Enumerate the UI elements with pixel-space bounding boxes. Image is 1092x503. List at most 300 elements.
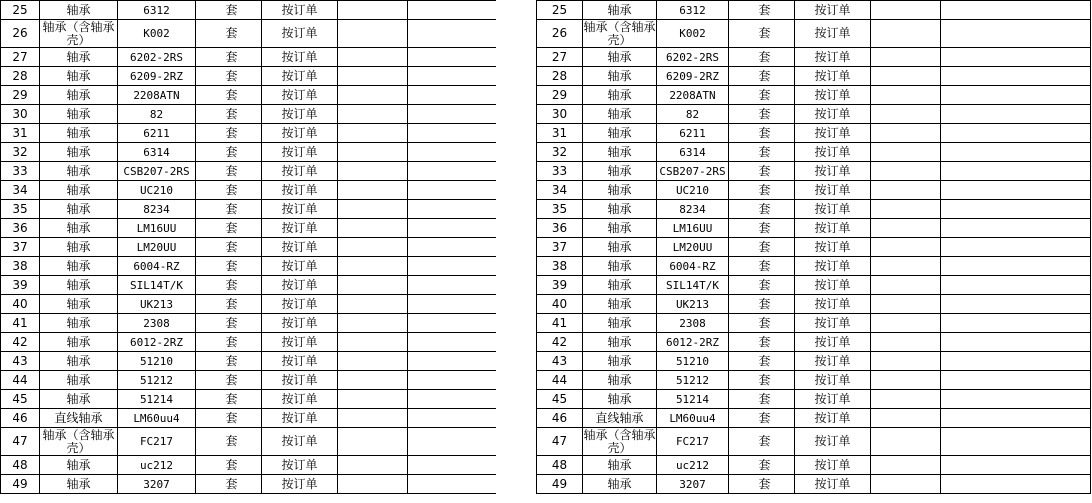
remark-cell[interactable]: 按订单 <box>262 86 338 105</box>
remark-cell[interactable]: 按订单 <box>795 48 871 67</box>
model-cell[interactable]: K002 <box>657 20 729 48</box>
model-cell[interactable]: 82 <box>657 105 729 124</box>
item-name-cell[interactable]: 轴承 <box>40 295 118 314</box>
model-cell[interactable]: UK213 <box>657 295 729 314</box>
unit-cell[interactable]: 套 <box>729 124 795 143</box>
empty-cell[interactable] <box>338 390 408 409</box>
unit-cell[interactable]: 套 <box>729 475 795 494</box>
empty-cell[interactable] <box>338 428 408 456</box>
row-number-cell[interactable]: 31 <box>1 124 40 143</box>
item-name-cell[interactable]: 轴承 <box>583 162 657 181</box>
item-name-cell[interactable]: 轴承 <box>583 86 657 105</box>
item-name-cell[interactable]: 轴承 <box>583 390 657 409</box>
row-number-cell[interactable]: 47 <box>537 428 583 456</box>
empty-cell[interactable] <box>338 143 408 162</box>
item-name-cell[interactable]: 轴承 <box>583 238 657 257</box>
empty-cell[interactable] <box>871 295 941 314</box>
model-cell[interactable]: LM16UU <box>657 219 729 238</box>
remark-cell[interactable]: 按订单 <box>262 1 338 20</box>
item-name-cell[interactable]: 轴承 <box>40 48 118 67</box>
empty-cell[interactable] <box>871 409 941 428</box>
empty-cell[interactable] <box>941 162 1091 181</box>
empty-cell[interactable] <box>408 238 497 257</box>
row-number-cell[interactable]: 33 <box>1 162 40 181</box>
model-cell[interactable]: UC210 <box>657 181 729 200</box>
remark-cell[interactable]: 按订单 <box>262 48 338 67</box>
empty-cell[interactable] <box>338 67 408 86</box>
empty-cell[interactable] <box>871 162 941 181</box>
model-cell[interactable]: 2308 <box>657 314 729 333</box>
empty-cell[interactable] <box>408 48 497 67</box>
empty-cell[interactable] <box>408 200 497 219</box>
empty-cell[interactable] <box>871 200 941 219</box>
remark-cell[interactable]: 按订单 <box>795 409 871 428</box>
empty-cell[interactable] <box>941 456 1091 475</box>
row-number-cell[interactable]: 33 <box>537 162 583 181</box>
empty-cell[interactable] <box>338 162 408 181</box>
model-cell[interactable]: 51214 <box>657 390 729 409</box>
remark-cell[interactable]: 按订单 <box>795 219 871 238</box>
row-number-cell[interactable]: 28 <box>537 67 583 86</box>
remark-cell[interactable]: 按订单 <box>262 333 338 352</box>
model-cell[interactable]: 51210 <box>657 352 729 371</box>
remark-cell[interactable]: 按订单 <box>262 276 338 295</box>
item-name-cell[interactable]: 轴承 <box>40 257 118 276</box>
remark-cell[interactable]: 按订单 <box>262 428 338 456</box>
remark-cell[interactable]: 按订单 <box>795 257 871 276</box>
remark-cell[interactable]: 按订单 <box>795 314 871 333</box>
row-number-cell[interactable]: 30 <box>537 105 583 124</box>
empty-cell[interactable] <box>408 143 497 162</box>
unit-cell[interactable]: 套 <box>196 238 262 257</box>
remark-cell[interactable]: 按订单 <box>795 20 871 48</box>
empty-cell[interactable] <box>871 181 941 200</box>
model-cell[interactable]: uc212 <box>657 456 729 475</box>
unit-cell[interactable]: 套 <box>196 124 262 143</box>
empty-cell[interactable] <box>941 124 1091 143</box>
remark-cell[interactable]: 按订单 <box>795 295 871 314</box>
unit-cell[interactable]: 套 <box>729 456 795 475</box>
item-name-cell[interactable]: 轴承 <box>583 67 657 86</box>
item-name-cell[interactable]: 直线轴承 <box>40 409 118 428</box>
unit-cell[interactable]: 套 <box>729 219 795 238</box>
empty-cell[interactable] <box>941 48 1091 67</box>
empty-cell[interactable] <box>941 238 1091 257</box>
empty-cell[interactable] <box>408 475 497 494</box>
unit-cell[interactable]: 套 <box>196 333 262 352</box>
model-cell[interactable]: 6209-2RZ <box>118 67 196 86</box>
remark-cell[interactable]: 按订单 <box>262 390 338 409</box>
empty-cell[interactable] <box>871 105 941 124</box>
item-name-cell[interactable]: 轴承 <box>40 238 118 257</box>
empty-cell[interactable] <box>338 257 408 276</box>
unit-cell[interactable]: 套 <box>729 333 795 352</box>
row-number-cell[interactable]: 44 <box>1 371 40 390</box>
model-cell[interactable]: 51210 <box>118 352 196 371</box>
empty-cell[interactable] <box>338 276 408 295</box>
unit-cell[interactable]: 套 <box>729 409 795 428</box>
empty-cell[interactable] <box>338 200 408 219</box>
row-number-cell[interactable]: 47 <box>1 428 40 456</box>
model-cell[interactable]: 6314 <box>118 143 196 162</box>
empty-cell[interactable] <box>941 276 1091 295</box>
item-name-cell[interactable]: 轴承 <box>40 105 118 124</box>
row-number-cell[interactable]: 27 <box>537 48 583 67</box>
unit-cell[interactable]: 套 <box>729 1 795 20</box>
empty-cell[interactable] <box>941 257 1091 276</box>
remark-cell[interactable]: 按订单 <box>262 352 338 371</box>
row-number-cell[interactable]: 37 <box>537 238 583 257</box>
empty-cell[interactable] <box>871 48 941 67</box>
unit-cell[interactable]: 套 <box>729 352 795 371</box>
empty-cell[interactable] <box>408 86 497 105</box>
empty-cell[interactable] <box>871 257 941 276</box>
remark-cell[interactable]: 按订单 <box>795 352 871 371</box>
empty-cell[interactable] <box>408 219 497 238</box>
remark-cell[interactable]: 按订单 <box>262 105 338 124</box>
empty-cell[interactable] <box>408 333 497 352</box>
item-name-cell[interactable]: 轴承 <box>583 371 657 390</box>
remark-cell[interactable]: 按订单 <box>262 124 338 143</box>
unit-cell[interactable]: 套 <box>729 162 795 181</box>
model-cell[interactable]: LM60uu4 <box>657 409 729 428</box>
item-name-cell[interactable]: 轴承 <box>583 456 657 475</box>
item-name-cell[interactable]: 轴承 <box>40 219 118 238</box>
empty-cell[interactable] <box>941 295 1091 314</box>
empty-cell[interactable] <box>941 105 1091 124</box>
row-number-cell[interactable]: 25 <box>537 1 583 20</box>
empty-cell[interactable] <box>941 200 1091 219</box>
unit-cell[interactable]: 套 <box>196 219 262 238</box>
item-name-cell[interactable]: 轴承 <box>583 181 657 200</box>
remark-cell[interactable]: 按订单 <box>795 475 871 494</box>
row-number-cell[interactable]: 48 <box>537 456 583 475</box>
unit-cell[interactable]: 套 <box>196 276 262 295</box>
unit-cell[interactable]: 套 <box>196 181 262 200</box>
remark-cell[interactable]: 按订单 <box>262 238 338 257</box>
remark-cell[interactable]: 按订单 <box>262 257 338 276</box>
remark-cell[interactable]: 按订单 <box>262 409 338 428</box>
unit-cell[interactable]: 套 <box>196 20 262 48</box>
item-name-cell[interactable]: 轴承 <box>583 200 657 219</box>
model-cell[interactable]: 6312 <box>118 1 196 20</box>
item-name-cell[interactable]: 轴承 <box>583 257 657 276</box>
row-number-cell[interactable]: 46 <box>537 409 583 428</box>
empty-cell[interactable] <box>871 314 941 333</box>
empty-cell[interactable] <box>338 352 408 371</box>
item-name-cell[interactable]: 轴承 <box>583 1 657 20</box>
item-name-cell[interactable]: 轴承 <box>40 314 118 333</box>
remark-cell[interactable]: 按订单 <box>795 143 871 162</box>
unit-cell[interactable]: 套 <box>196 295 262 314</box>
empty-cell[interactable] <box>408 371 497 390</box>
row-number-cell[interactable]: 32 <box>537 143 583 162</box>
empty-cell[interactable] <box>338 48 408 67</box>
row-number-cell[interactable]: 42 <box>1 333 40 352</box>
unit-cell[interactable]: 套 <box>729 371 795 390</box>
row-number-cell[interactable]: 36 <box>537 219 583 238</box>
row-number-cell[interactable]: 29 <box>537 86 583 105</box>
empty-cell[interactable] <box>408 314 497 333</box>
unit-cell[interactable]: 套 <box>729 390 795 409</box>
item-name-cell[interactable]: 轴承 <box>583 105 657 124</box>
empty-cell[interactable] <box>871 428 941 456</box>
unit-cell[interactable]: 套 <box>729 257 795 276</box>
unit-cell[interactable]: 套 <box>729 200 795 219</box>
empty-cell[interactable] <box>338 105 408 124</box>
row-number-cell[interactable]: 41 <box>1 314 40 333</box>
model-cell[interactable]: uc212 <box>118 456 196 475</box>
item-name-cell[interactable]: 轴承 <box>583 333 657 352</box>
unit-cell[interactable]: 套 <box>729 314 795 333</box>
item-name-cell[interactable]: 轴承 <box>583 143 657 162</box>
remark-cell[interactable]: 按订单 <box>262 181 338 200</box>
unit-cell[interactable]: 套 <box>729 20 795 48</box>
empty-cell[interactable] <box>941 1 1091 20</box>
empty-cell[interactable] <box>941 409 1091 428</box>
row-number-cell[interactable]: 36 <box>1 219 40 238</box>
model-cell[interactable]: 51214 <box>118 390 196 409</box>
empty-cell[interactable] <box>871 371 941 390</box>
empty-cell[interactable] <box>338 333 408 352</box>
model-cell[interactable]: 6202-2RS <box>118 48 196 67</box>
model-cell[interactable]: 6012-2RZ <box>118 333 196 352</box>
item-name-cell[interactable]: 轴承 <box>40 390 118 409</box>
empty-cell[interactable] <box>871 124 941 143</box>
remark-cell[interactable]: 按订单 <box>262 67 338 86</box>
model-cell[interactable]: 2308 <box>118 314 196 333</box>
remark-cell[interactable]: 按订单 <box>795 181 871 200</box>
model-cell[interactable]: 3207 <box>657 475 729 494</box>
unit-cell[interactable]: 套 <box>729 67 795 86</box>
model-cell[interactable]: LM20UU <box>118 238 196 257</box>
unit-cell[interactable]: 套 <box>729 428 795 456</box>
row-number-cell[interactable]: 40 <box>537 295 583 314</box>
empty-cell[interactable] <box>408 390 497 409</box>
item-name-cell[interactable]: 轴承（含轴承壳） <box>40 20 118 48</box>
row-number-cell[interactable]: 42 <box>537 333 583 352</box>
unit-cell[interactable]: 套 <box>196 352 262 371</box>
remark-cell[interactable]: 按订单 <box>795 371 871 390</box>
remark-cell[interactable]: 按订单 <box>262 200 338 219</box>
item-name-cell[interactable]: 轴承 <box>40 333 118 352</box>
model-cell[interactable]: CSB207-2RS <box>657 162 729 181</box>
row-number-cell[interactable]: 43 <box>537 352 583 371</box>
unit-cell[interactable]: 套 <box>729 181 795 200</box>
empty-cell[interactable] <box>338 409 408 428</box>
unit-cell[interactable]: 套 <box>196 409 262 428</box>
unit-cell[interactable]: 套 <box>196 105 262 124</box>
model-cell[interactable]: 82 <box>118 105 196 124</box>
row-number-cell[interactable]: 43 <box>1 352 40 371</box>
unit-cell[interactable]: 套 <box>196 143 262 162</box>
row-number-cell[interactable]: 40 <box>1 295 40 314</box>
item-name-cell[interactable]: 轴承 <box>40 352 118 371</box>
row-number-cell[interactable]: 41 <box>537 314 583 333</box>
row-number-cell[interactable]: 49 <box>1 475 40 494</box>
item-name-cell[interactable]: 轴承 <box>583 314 657 333</box>
empty-cell[interactable] <box>871 333 941 352</box>
unit-cell[interactable]: 套 <box>729 295 795 314</box>
empty-cell[interactable] <box>941 333 1091 352</box>
item-name-cell[interactable]: 轴承 <box>40 371 118 390</box>
remark-cell[interactable]: 按订单 <box>795 1 871 20</box>
row-number-cell[interactable]: 46 <box>1 409 40 428</box>
row-number-cell[interactable]: 31 <box>537 124 583 143</box>
remark-cell[interactable]: 按订单 <box>795 390 871 409</box>
item-name-cell[interactable]: 轴承 <box>583 295 657 314</box>
remark-cell[interactable]: 按订单 <box>795 162 871 181</box>
empty-cell[interactable] <box>941 475 1091 494</box>
empty-cell[interactable] <box>408 162 497 181</box>
unit-cell[interactable]: 套 <box>729 105 795 124</box>
model-cell[interactable]: 6004-RZ <box>657 257 729 276</box>
row-number-cell[interactable]: 32 <box>1 143 40 162</box>
empty-cell[interactable] <box>408 1 497 20</box>
unit-cell[interactable]: 套 <box>729 48 795 67</box>
model-cell[interactable]: 6312 <box>657 1 729 20</box>
row-number-cell[interactable]: 34 <box>1 181 40 200</box>
row-number-cell[interactable]: 27 <box>1 48 40 67</box>
model-cell[interactable]: 51212 <box>657 371 729 390</box>
item-name-cell[interactable]: 轴承 <box>583 352 657 371</box>
model-cell[interactable]: UC210 <box>118 181 196 200</box>
empty-cell[interactable] <box>871 352 941 371</box>
empty-cell[interactable] <box>941 20 1091 48</box>
remark-cell[interactable]: 按订单 <box>795 276 871 295</box>
remark-cell[interactable]: 按订单 <box>262 456 338 475</box>
row-number-cell[interactable]: 39 <box>1 276 40 295</box>
empty-cell[interactable] <box>871 456 941 475</box>
empty-cell[interactable] <box>408 257 497 276</box>
model-cell[interactable]: CSB207-2RS <box>118 162 196 181</box>
item-name-cell[interactable]: 轴承 <box>40 143 118 162</box>
unit-cell[interactable]: 套 <box>729 238 795 257</box>
item-name-cell[interactable]: 轴承 <box>40 200 118 219</box>
model-cell[interactable]: 6314 <box>657 143 729 162</box>
row-number-cell[interactable]: 45 <box>1 390 40 409</box>
item-name-cell[interactable]: 轴承 <box>583 276 657 295</box>
empty-cell[interactable] <box>338 181 408 200</box>
empty-cell[interactable] <box>338 1 408 20</box>
item-name-cell[interactable]: 轴承（含轴承壳） <box>583 427 656 455</box>
unit-cell[interactable]: 套 <box>196 314 262 333</box>
empty-cell[interactable] <box>941 314 1091 333</box>
remark-cell[interactable]: 按订单 <box>795 428 871 456</box>
item-name-cell[interactable]: 轴承 <box>40 86 118 105</box>
model-cell[interactable]: 2208ATN <box>657 86 729 105</box>
empty-cell[interactable] <box>871 475 941 494</box>
item-name-cell[interactable]: 轴承 <box>40 124 118 143</box>
empty-cell[interactable] <box>338 456 408 475</box>
row-number-cell[interactable]: 34 <box>537 181 583 200</box>
remark-cell[interactable]: 按订单 <box>795 456 871 475</box>
row-number-cell[interactable]: 44 <box>537 371 583 390</box>
remark-cell[interactable]: 按订单 <box>795 86 871 105</box>
unit-cell[interactable]: 套 <box>196 48 262 67</box>
unit-cell[interactable]: 套 <box>196 1 262 20</box>
empty-cell[interactable] <box>408 124 497 143</box>
item-name-cell[interactable]: 轴承 <box>40 276 118 295</box>
row-number-cell[interactable]: 38 <box>537 257 583 276</box>
model-cell[interactable]: 6211 <box>657 124 729 143</box>
unit-cell[interactable]: 套 <box>196 162 262 181</box>
row-number-cell[interactable]: 29 <box>1 86 40 105</box>
model-cell[interactable]: 51212 <box>118 371 196 390</box>
item-name-cell[interactable]: 轴承 <box>583 124 657 143</box>
unit-cell[interactable]: 套 <box>196 86 262 105</box>
empty-cell[interactable] <box>941 371 1091 390</box>
model-cell[interactable]: SIL14T/K <box>657 276 729 295</box>
empty-cell[interactable] <box>408 105 497 124</box>
unit-cell[interactable]: 套 <box>729 276 795 295</box>
model-cell[interactable]: UK213 <box>118 295 196 314</box>
remark-cell[interactable]: 按订单 <box>262 143 338 162</box>
model-cell[interactable]: K002 <box>118 20 196 48</box>
model-cell[interactable]: SIL14T/K <box>118 276 196 295</box>
model-cell[interactable]: 6202-2RS <box>657 48 729 67</box>
item-name-cell[interactable]: 轴承 <box>583 48 657 67</box>
empty-cell[interactable] <box>338 475 408 494</box>
empty-cell[interactable] <box>871 219 941 238</box>
remark-cell[interactable]: 按订单 <box>262 475 338 494</box>
empty-cell[interactable] <box>941 181 1091 200</box>
row-number-cell[interactable]: 35 <box>537 200 583 219</box>
empty-cell[interactable] <box>338 124 408 143</box>
empty-cell[interactable] <box>871 238 941 257</box>
unit-cell[interactable]: 套 <box>729 86 795 105</box>
empty-cell[interactable] <box>338 238 408 257</box>
row-number-cell[interactable]: 48 <box>1 456 40 475</box>
item-name-cell[interactable]: 轴承（含轴承壳） <box>583 19 656 47</box>
row-number-cell[interactable]: 25 <box>1 1 40 20</box>
empty-cell[interactable] <box>941 428 1091 456</box>
empty-cell[interactable] <box>871 390 941 409</box>
empty-cell[interactable] <box>871 20 941 48</box>
row-number-cell[interactable]: 39 <box>537 276 583 295</box>
item-name-cell[interactable]: 直线轴承 <box>583 409 657 428</box>
empty-cell[interactable] <box>408 409 497 428</box>
unit-cell[interactable]: 套 <box>196 456 262 475</box>
empty-cell[interactable] <box>338 219 408 238</box>
item-name-cell[interactable]: 轴承 <box>40 475 118 494</box>
item-name-cell[interactable]: 轴承 <box>40 162 118 181</box>
item-name-cell[interactable]: 轴承 <box>40 67 118 86</box>
model-cell[interactable]: 3207 <box>118 475 196 494</box>
empty-cell[interactable] <box>941 143 1091 162</box>
remark-cell[interactable]: 按订单 <box>262 20 338 48</box>
item-name-cell[interactable]: 轴承 <box>40 1 118 20</box>
empty-cell[interactable] <box>941 219 1091 238</box>
unit-cell[interactable]: 套 <box>196 428 262 456</box>
row-number-cell[interactable]: 26 <box>1 20 40 48</box>
unit-cell[interactable]: 套 <box>196 257 262 276</box>
row-number-cell[interactable]: 49 <box>537 475 583 494</box>
empty-cell[interactable] <box>408 67 497 86</box>
remark-cell[interactable]: 按订单 <box>795 67 871 86</box>
row-number-cell[interactable]: 26 <box>537 20 583 48</box>
empty-cell[interactable] <box>408 295 497 314</box>
item-name-cell[interactable]: 轴承（含轴承壳） <box>40 428 118 456</box>
model-cell[interactable]: LM60uu4 <box>118 409 196 428</box>
empty-cell[interactable] <box>871 143 941 162</box>
empty-cell[interactable] <box>408 276 497 295</box>
remark-cell[interactable]: 按订单 <box>795 105 871 124</box>
model-cell[interactable]: 6211 <box>118 124 196 143</box>
row-number-cell[interactable]: 35 <box>1 200 40 219</box>
empty-cell[interactable] <box>408 181 497 200</box>
empty-cell[interactable] <box>871 276 941 295</box>
